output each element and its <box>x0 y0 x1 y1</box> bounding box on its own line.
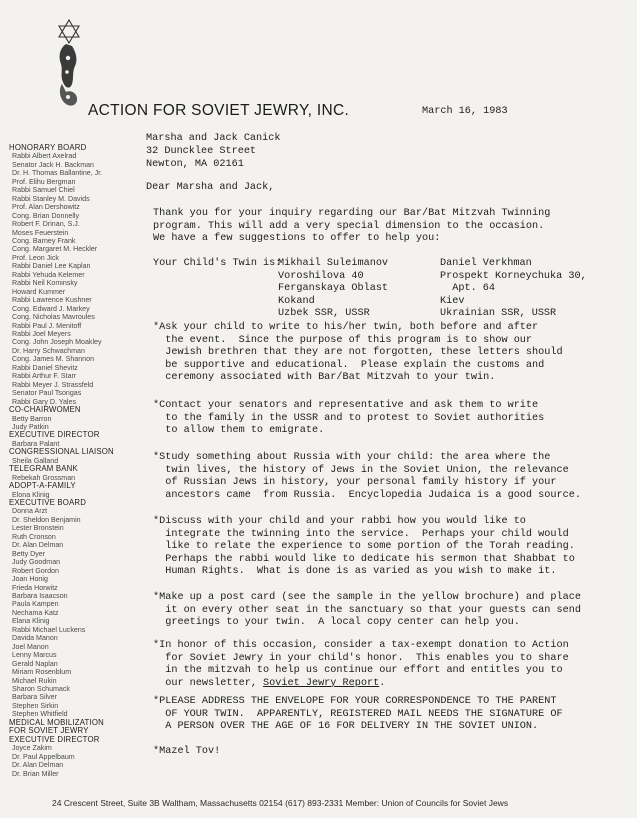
twin-line: Ferganskaya Oblast <box>278 283 389 295</box>
text-line: Human Rights. What is done is as varied as you wish to make it. <box>153 566 557 578</box>
sidebar-name: Frieda Horwitz <box>12 583 58 592</box>
sidebar-name: Cong. John Joseph Moakley <box>12 338 102 347</box>
sidebar-name: Stephen Whitfield <box>12 710 68 719</box>
suggestion-study-russia <box>153 452 623 502</box>
sidebar-name: Cong. Barney Frank <box>12 236 76 245</box>
sidebar-name: Miriam Rosenblum <box>12 668 72 677</box>
text-line: *Make up a post card (see the sample in the yellow brochure) and place <box>153 592 581 603</box>
sidebar-name: Rabbi Michael Luckens <box>12 625 86 634</box>
sidebar-heading: EXECUTIVE DIRECTOR <box>9 734 100 744</box>
twin-line: Kiev <box>440 295 465 307</box>
sidebar-name: Cong. Edward J. Markey <box>12 304 90 313</box>
suggestion-contact-senators <box>153 400 623 438</box>
sidebar-name: Rabbi Gary D. Yales <box>12 397 77 406</box>
sidebar-name: Rabbi Yehuda Kelemer <box>12 270 85 279</box>
text-line: *Discuss with your child and your rabbi how you would like to <box>153 516 526 527</box>
sidebar-name: Rabbi Albert Axelrad <box>12 152 77 161</box>
text-line: *In honor of this occasion, consider a tax-exempt donation to Action <box>153 640 569 651</box>
text-line: ancestors came from Russia. Encyclopedia Judaica is a good source. <box>153 489 581 501</box>
sidebar-name: Cong. Brian Donnelly <box>12 211 80 220</box>
text-line: Thank you for your inquiry regarding our Bar/Bat Mitzvah Twinning <box>153 208 551 219</box>
text-line: greetings to your twin. A local copy center can help you. <box>153 617 520 629</box>
text-line: be supportive and educational. Please explain the customs and <box>153 359 545 371</box>
envelope-notice <box>153 696 623 734</box>
text-line: of Russian Jews in history, your personal family history if your <box>153 477 557 489</box>
letterhead-footer: 24 Crescent Street, Suite 3B Waltham, Massachusetts 02154 (617) 893-2331 Member: Union of Councils for Soviet Jews <box>52 798 509 808</box>
text-line: it on every other seat in the sanctuary so that your guests can send <box>153 604 581 616</box>
sidebar-name: Elana Klinig <box>12 617 50 626</box>
text-line: the event. Since the purpose of this program is to show our <box>153 334 533 346</box>
suggestion-write-twin <box>153 322 623 385</box>
sidebar-name: Rabbi Daniel Lee Kaplan <box>12 262 91 271</box>
address-line: Newton, MA 02161 <box>146 159 244 170</box>
sidebar-heading: EXECUTIVE DIRECTOR <box>9 430 100 440</box>
suggestion-post-card <box>153 592 623 630</box>
sidebar-name: Dr. Alan Delman <box>12 761 64 770</box>
sidebar-name: Lenny Marcus <box>12 651 57 660</box>
sidebar-name: Sheila Galland <box>12 456 59 465</box>
closing <box>153 746 623 759</box>
twin-line: Mikhail Suleimanov <box>278 258 389 269</box>
text-line: for Soviet Jewry in your child's honor. This enables you to share <box>153 652 569 664</box>
text-line: like to relate the experience to some portion of the Torah reading. <box>153 541 575 553</box>
sidebar-name: Dr. Alan Delman <box>12 541 64 550</box>
text-line: OF YOUR TWIN. APPARENTLY, REGISTERED MAIL NEEDS THE SIGNATURE OF <box>153 708 563 720</box>
sidebar-name: Elona Klinig <box>12 490 50 499</box>
address-line: 32 Duncklee Street <box>146 146 257 157</box>
sidebar-name: Donna Arzt <box>12 507 48 516</box>
text-line: twin lives, the history of Jews in the Soviet Union, the relevance <box>153 464 569 476</box>
sidebar-name: Paula Kampen <box>12 600 59 609</box>
twin-line: Kokand <box>278 295 315 307</box>
sidebar-name: Rabbi Daniel Shevitz <box>12 363 78 372</box>
sidebar-name: Cong. Margaret M. Heckler <box>12 245 98 254</box>
sidebar-heading: ADOPT-A-FAMILY <box>9 481 76 491</box>
sidebar-name: Rabbi Stanley M. Davids <box>12 194 90 203</box>
text-line: *PLEASE ADDRESS THE ENVELOPE FOR YOUR CORRESPONDENCE TO THE PARENT <box>153 696 557 707</box>
text-line: *Contact your senators and representative and ask them to write <box>153 400 539 411</box>
text-line: to the family in the USSR and to protest to Soviet authorities <box>153 412 545 424</box>
sidebar-name: Prof. Leon Jick <box>12 253 59 262</box>
newsletter-prefix: our newsletter, <box>153 677 264 689</box>
sidebar-name: Howard Kummer <box>12 287 66 296</box>
text-line: ceremony associated with Bar/Bat Mitzvah to your twin. <box>153 372 496 384</box>
sidebar-name: Prof. Elihu Bergman <box>12 177 76 186</box>
sidebar-name: Barbara Palant <box>12 439 60 448</box>
sidebar-name: Prof. Alan Dershowitz <box>12 203 80 212</box>
text-line: *Mazel Tov! <box>153 746 221 757</box>
twin-address-1 <box>278 258 388 321</box>
newsletter-suffix: . <box>379 677 386 689</box>
twin-address-2 <box>440 258 587 321</box>
sidebar-name: Judy Patkin <box>12 422 49 431</box>
sidebar-name: Joan Honig <box>12 575 48 584</box>
sidebar-name: Moses Feuerstein <box>12 228 69 237</box>
sidebar-name: Nechama Katz <box>12 608 59 617</box>
text-line: *Study something about Russia with your child: the area where the <box>153 452 551 463</box>
sidebar-name: Judy Goodman <box>12 558 61 567</box>
sidebar-name: Sharon Schumack <box>12 685 70 693</box>
sidebar-name: Rabbi Samuel Chiel <box>12 186 75 195</box>
sidebar-name: Rabbi Joel Meyers <box>12 329 71 338</box>
sidebar-name: Barbara Isaacson <box>12 592 68 601</box>
sidebar-name: Rebekah Grossman <box>12 473 76 482</box>
text-line: to allow them to emigrate. <box>153 425 325 437</box>
sidebar-name: Stephen Sirkin <box>12 701 59 710</box>
text-line: program. This will add a very special dimension to the occasion. <box>153 220 545 232</box>
twin-line: Ukrainian SSR, USSR <box>440 308 557 320</box>
text-line: Jewish brethren that they are not forgotten, these letters should <box>153 347 563 359</box>
sidebar-name: Rabbi Arthur F. Starr <box>12 372 77 381</box>
sidebar-name: Davida Manon <box>12 634 58 643</box>
sidebar-name: Dr. Harry Schwachman <box>12 346 85 355</box>
sidebar-heading: CO-CHAIRWOMEN <box>9 405 81 415</box>
sidebar-heading: TELEGRAM BANK <box>9 464 78 474</box>
sidebar-name: Rabbi Neil Kominsky <box>12 279 78 288</box>
sidebar-name: Michael Rukin <box>12 676 57 685</box>
twin-line: Voroshilova 40 <box>278 270 364 282</box>
suggestion-discuss-rabbi <box>153 516 623 579</box>
newsletter-title: Soviet Jewry Report <box>263 677 380 689</box>
twin-line: Apt. 64 <box>440 283 496 295</box>
text-line: integrate the twinning into the service. Perhaps your child would <box>153 528 569 540</box>
text-line: in the mitzvah to help us continue our effort and entitles you to <box>153 665 563 677</box>
sidebar-name: Robert Gordon <box>12 566 59 575</box>
sidebar-name: Senator Jack H. Backman <box>12 160 95 169</box>
twin-line: Daniel Verkhman <box>440 258 532 269</box>
star-of-david-emblem-icon <box>46 18 92 110</box>
sidebar-name: Rabbi Meyer J. Strassfeld <box>12 380 94 389</box>
text-line: Perhaps the rabbi would like to dedicate his sermon that Shabbat to <box>153 553 575 565</box>
text-line <box>153 678 623 691</box>
sidebar-name: Betty Barron <box>12 414 52 423</box>
board-member-list <box>9 144 134 778</box>
sidebar-name: Rabbi Lawrence Kushner <box>12 296 92 305</box>
sidebar-name: Rabbi Paul J. Menitoff <box>12 321 82 330</box>
organization-name: ACTION FOR SOVIET JEWRY, INC. <box>88 102 350 119</box>
sidebar-heading: FOR SOVIET JEWRY <box>9 726 89 736</box>
sidebar-name: Betty Dyer <box>12 549 46 558</box>
sidebar-name: Senator Paul Tsongas <box>12 389 82 398</box>
sidebar-name: Lester Bronstein <box>12 524 64 533</box>
sidebar-heading: MEDICAL MOBILIZATION <box>9 717 104 727</box>
twin-line: Uzbek SSR, USSR <box>278 308 370 320</box>
sidebar-name: Dr. H. Thomas Ballantine, Jr. <box>12 169 103 178</box>
sidebar-name: Dr. Sheldon Benjamin <box>12 515 81 524</box>
salutation: Dear Marsha and Jack, <box>146 182 275 193</box>
address-line: Marsha and Jack Canick <box>146 133 281 144</box>
sidebar-name: Cong. James M. Shannon <box>12 355 95 364</box>
sidebar-name: Gerald Naplan <box>12 659 58 668</box>
text-line: A PERSON OVER THE AGE OF 16 FOR DELIVERY IN THE SOVIET UNION. <box>153 721 539 733</box>
letter-date: March 16, 1983 <box>422 106 508 117</box>
sidebar-heading: EXECUTIVE BOARD <box>9 498 87 508</box>
twin-label: Your Child's Twin is: <box>153 258 282 269</box>
sidebar-name: Joel Manon <box>12 642 49 651</box>
twin-line: Prospekt Korneychuka 30, <box>440 270 587 282</box>
sidebar-heading: HONORARY BOARD <box>9 143 87 152</box>
sidebar-name: Barbara Silver <box>12 693 57 702</box>
text-line: *Ask your child to write to his/her twin, both before and after <box>153 322 539 333</box>
sidebar-heading: CONGRESSIONAL LIAISON <box>9 447 114 457</box>
suggestion-donation <box>153 640 623 690</box>
sidebar-name: Cong. Nicholas Mavroules <box>12 313 95 322</box>
intro-paragraph <box>153 208 623 246</box>
sidebar-name: Dr. Brian Miller <box>12 769 59 778</box>
sidebar-name: Dr. Paul Appelbaum <box>12 752 75 761</box>
text-line: We have a few suggestions to offer to help you: <box>153 233 441 245</box>
sidebar-name: Ruth Cronson <box>12 532 56 541</box>
sidebar-name: Robert F. Drinan, S.J. <box>12 220 80 229</box>
sidebar-name: Joyce Zakim <box>12 744 52 753</box>
recipient-address <box>146 132 281 171</box>
